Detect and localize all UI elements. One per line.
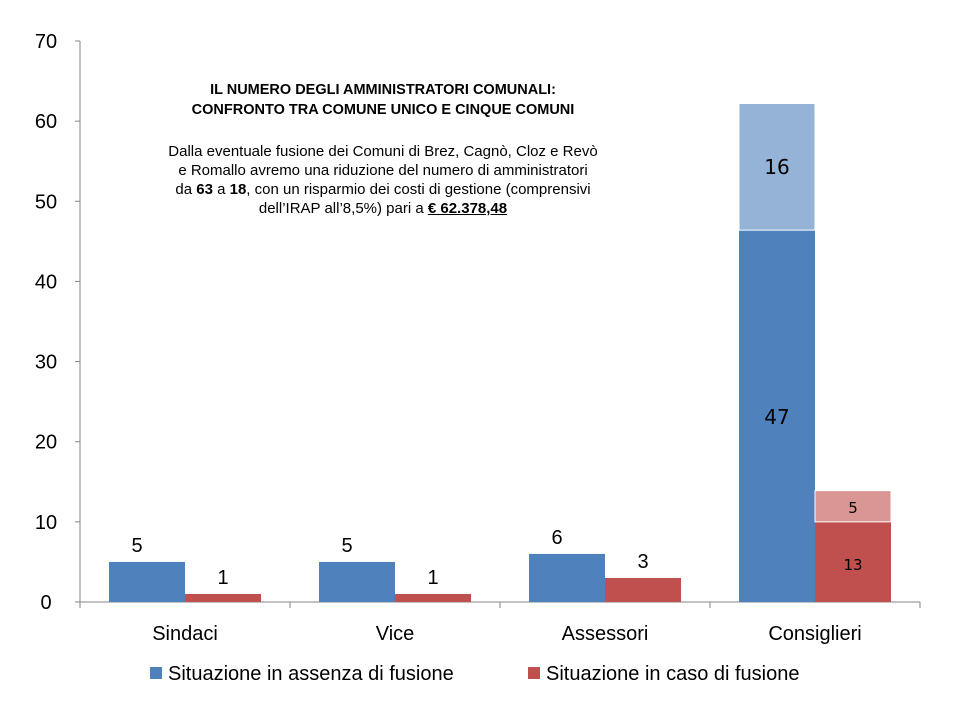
chart-annotation [168, 80, 598, 218]
legend-swatch-red [528, 667, 540, 679]
bar [395, 594, 471, 602]
annotation-number-from: 63 [196, 181, 213, 198]
y-tick-label: 10 [34, 511, 58, 534]
y-tick-label: 50 [34, 191, 58, 214]
legend-label: Situazione in caso di fusione [546, 663, 800, 685]
data-label: 13 [843, 555, 863, 574]
x-category-label: Vice [375, 623, 415, 645]
x-category-label: Sindaci [152, 623, 218, 645]
annotation-amount: € 62.378,48 [427, 200, 508, 217]
annotation-text-1: Dalla eventuale fusione dei Comuni di Brez, Cagnò, Cloz e Revò e Romallo avremo una riduzione del numero di amministratori da [168, 143, 598, 198]
annotation-text-mid: a [217, 181, 226, 198]
bar [185, 594, 261, 602]
data-label: 1 [427, 566, 439, 589]
bar [319, 562, 395, 602]
legend-label: Situazione in assenza di fusione [168, 663, 454, 685]
data-label: 5 [131, 534, 143, 557]
data-label: 6 [551, 526, 563, 549]
bar [529, 554, 605, 602]
y-tick-label: 60 [34, 111, 58, 134]
annotation-body [168, 142, 598, 218]
y-tick-label: 40 [34, 271, 58, 294]
bar [605, 578, 681, 602]
data-label: 5 [848, 499, 858, 518]
data-label: 5 [341, 534, 353, 557]
y-tick-label: 20 [34, 431, 58, 454]
data-label: 3 [637, 550, 649, 573]
y-tick-label: 70 [34, 31, 58, 53]
x-category-label: Assessori [561, 623, 649, 645]
y-tick-label: 0 [40, 592, 52, 614]
annotation-text-2: , con un risparmio dei costi di gestione (comprensivi dell’IRAP all’8,5%) pari a [246, 181, 591, 217]
data-label: 47 [764, 405, 790, 430]
legend-swatch-blue [150, 667, 162, 679]
data-label: 1 [217, 566, 229, 589]
x-category-label: Consiglieri [768, 623, 862, 645]
annotation-number-to: 18 [229, 181, 247, 198]
annotation-title: IL NUMERO DEGLI AMMINISTRATORI COMUNALI: CONFRONTO TRA COMUNE UNICO E CINQUE COMUNI [191, 82, 575, 118]
bar [109, 562, 185, 602]
y-tick-label: 30 [34, 351, 58, 374]
data-label: 16 [764, 154, 790, 179]
